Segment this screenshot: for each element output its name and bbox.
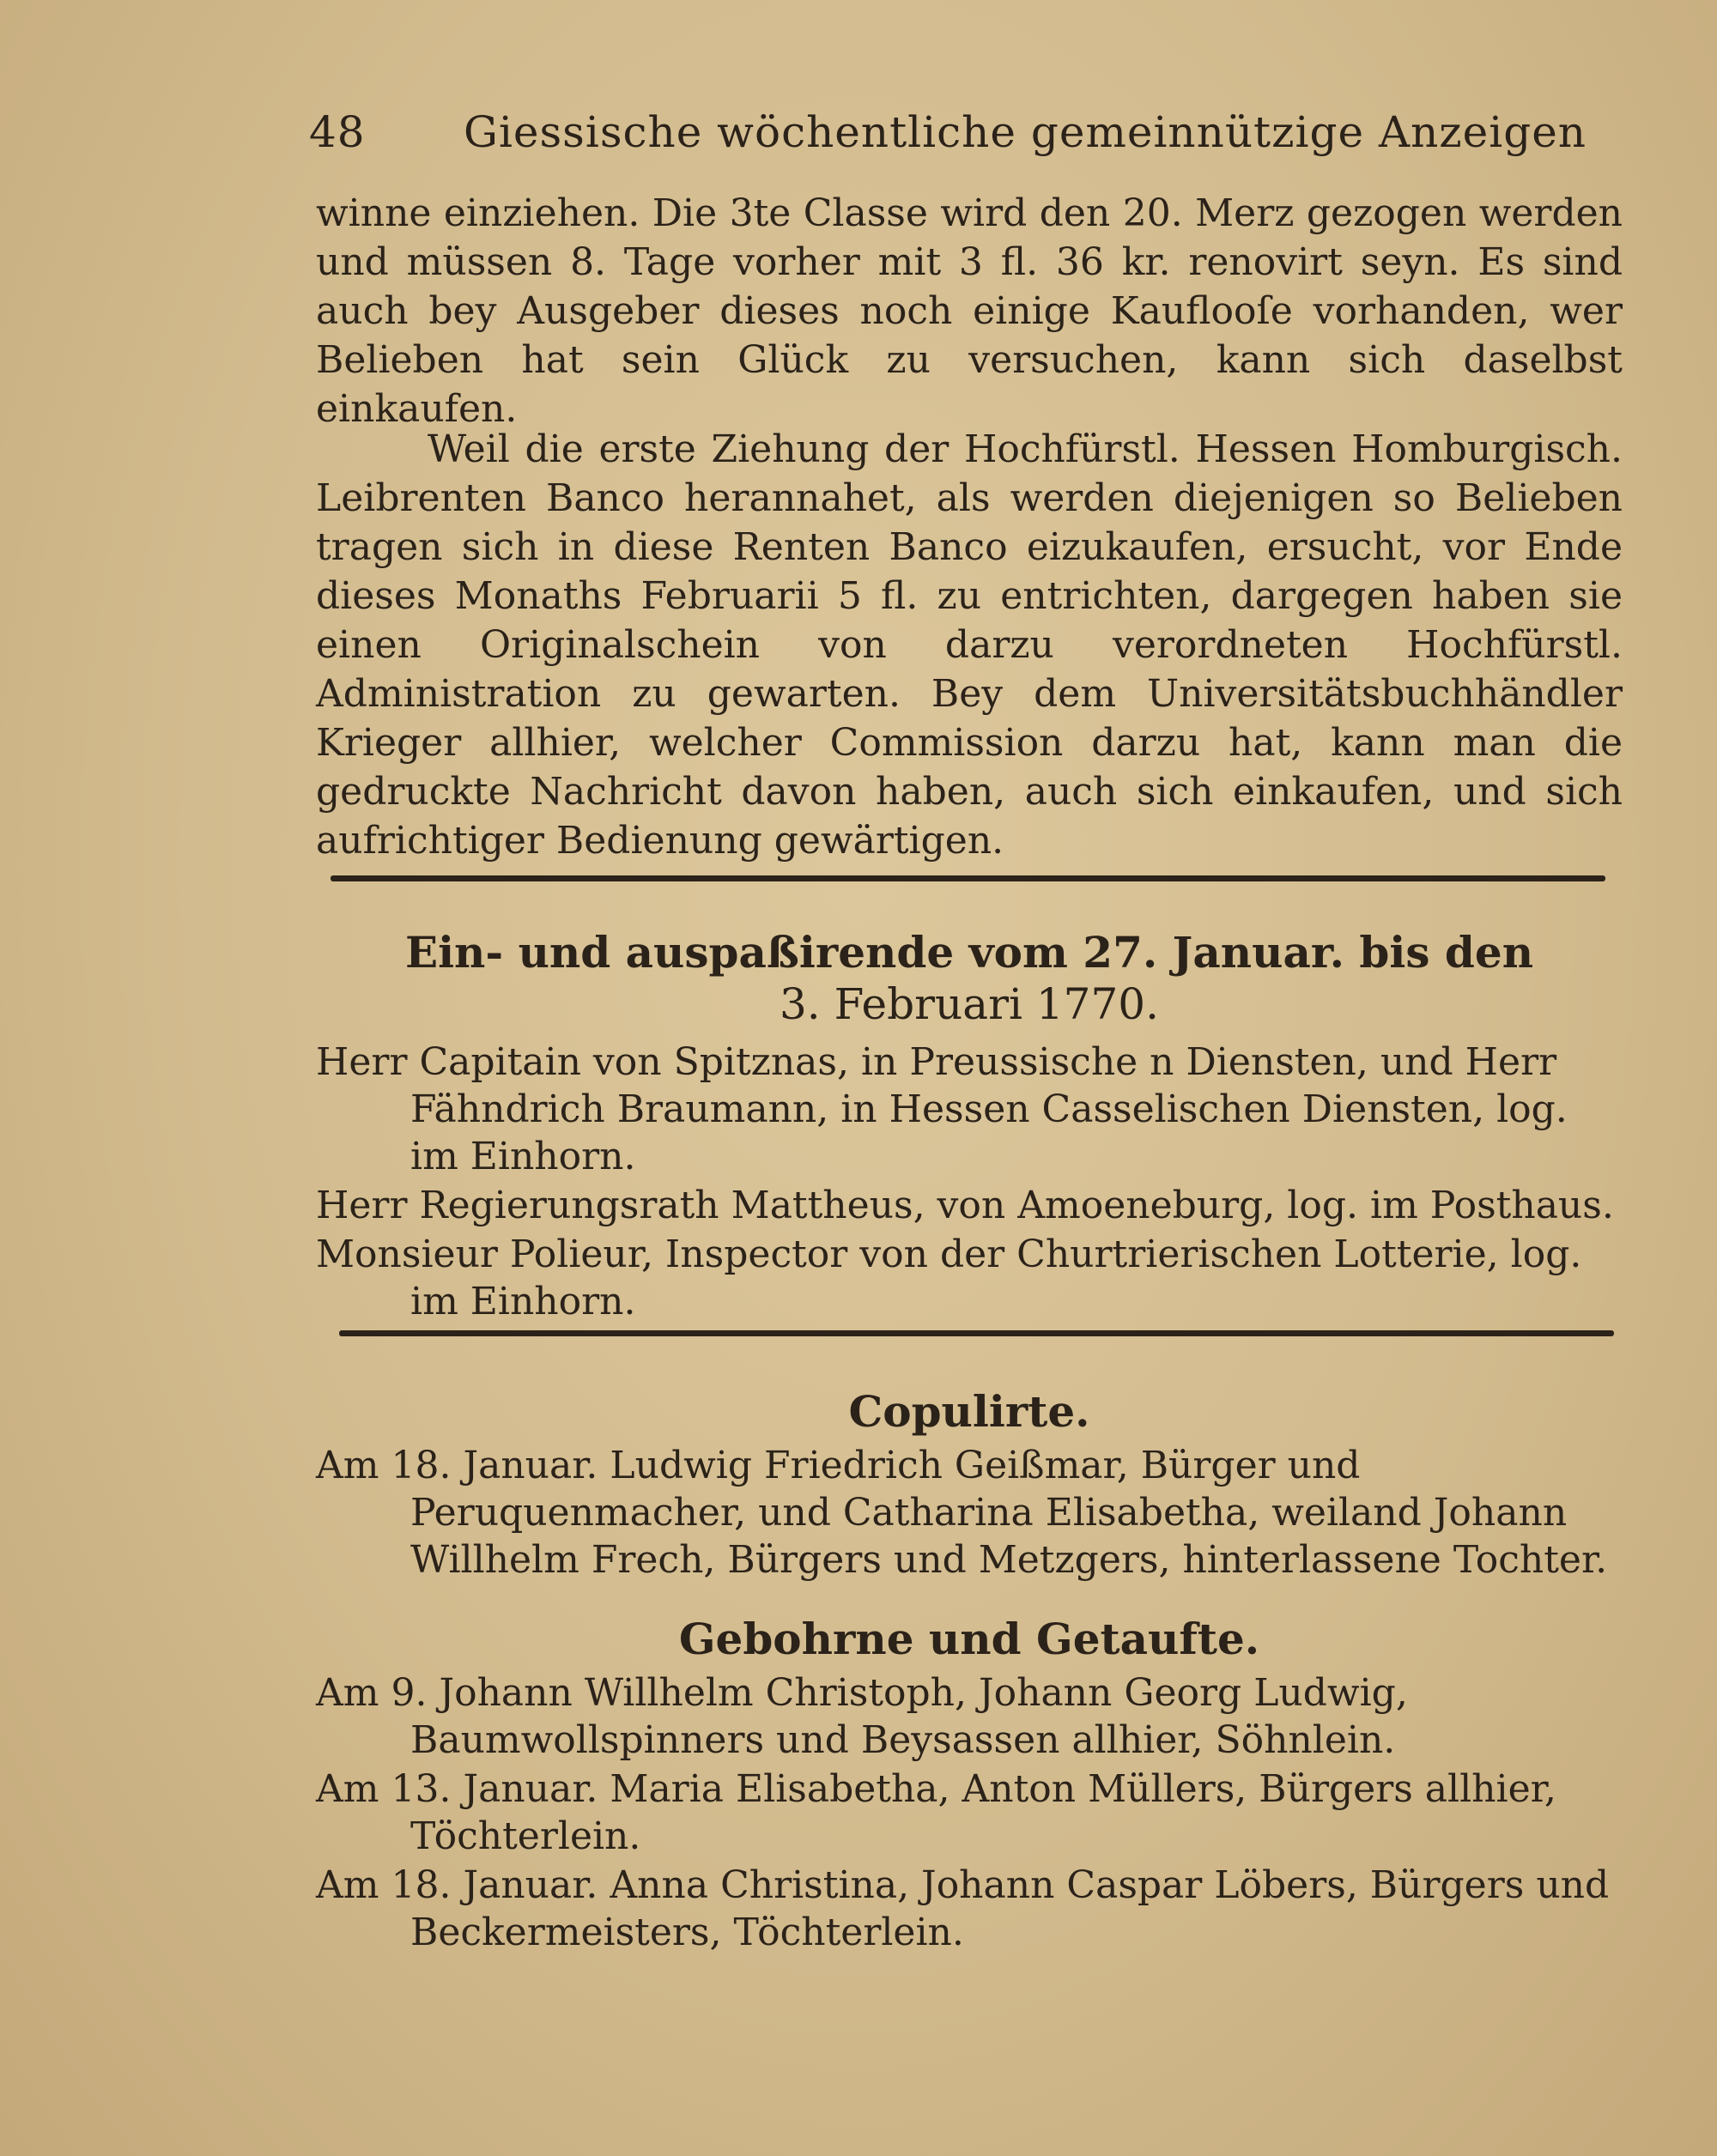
divider-rule: [331, 875, 1605, 881]
list-item: Am 13. Januar. Maria Elisabetha, Anton Müllers, Bürgers allhier, Töchterlein.: [316, 1767, 1556, 1858]
divider-rule: [339, 1330, 1614, 1336]
list-item: Am 18. Januar. Anna Christina, Johann Caspar Löbers, Bürgers und Beckermeisters, Töchterlein.: [316, 1863, 1610, 1954]
list-item: Herr Capitain von Spitznas, in Preussische n Diensten, und Herr Fähndrich Braumann, in Hessen Casselischen Diensten, log. im Einhorn.: [316, 1040, 1568, 1178]
list-item: Monsieur Polieur, Inspector von der Churtrierischen Lotterie, log. im Einhorn.: [316, 1232, 1582, 1323]
publication-title: Giessische wöchentliche gemeinnützige Anzeigen: [464, 107, 1587, 157]
copulirte-list: [316, 1442, 1623, 1585]
list-item: Herr Regierungsrath Mattheus, von Amoeneburg, log. im Posthaus.: [316, 1184, 1614, 1227]
page-header: [309, 107, 1587, 157]
travellers-heading: [316, 927, 1623, 1030]
list-item: Am 9. Johann Willhelm Christoph, Johann Georg Ludwig, Baumwollspinners und Beysassen allhier, Söhnlein.: [316, 1671, 1408, 1762]
travellers-heading-line1: Ein- und auspaßirende vom 27. Januar. bis den: [404, 927, 1534, 978]
travellers-heading-line2: 3. Februari 1770.: [780, 979, 1159, 1029]
paragraph-leibrenten: Weil die erste Ziehung der Hochfürstl. Hessen Homburgisch. Leibrenten Banco herannahet, als werden diejenigen so Belieben tragen sich in diese Renten Banco eizukaufen, ersucht, vor Ende dieses Monaths Februarii 5 fl. zu entrichten, dargegen haben sie einen Originalschein von darzu verordneten Hochfürstl. Administration zu gewarten. Bey dem Universitätsbuchhändler Krieger allhier, welcher Commission darzu hat, kann man die gedruckte Nachricht davon haben, auch sich einkaufen, und sich aufrichtiger Bedienung gewärtigen.: [316, 427, 1623, 863]
travellers-list: [316, 1039, 1623, 1327]
paragraph-lottery: winne einziehen. Die 3te Classe wird den 20. Merz gezogen werden und müssen 8. Tage vorher mit 3 fl. 36 kr. renovirt seyn. Es sind auch bey Ausgeber dieses noch einige Kauflooſe vorhanden, wer Belieben hat sein Glück zu versuchen, kann sich daselbst einkaufen.: [316, 191, 1623, 431]
page-number: 48: [309, 107, 366, 157]
copulirte-heading: Copulirte.: [848, 1386, 1090, 1437]
list-item: Am 18. Januar. Ludwig Friedrich Geißmar, Bürger und Peruquenmacher, und Catharina Elisabetha, weiland Johann Willhelm Frech, Bürgers und Metzgers, hinterlassene Tochter.: [316, 1444, 1608, 1582]
getaufte-list: [316, 1669, 1623, 1958]
getaufte-heading: Gebohrne und Getaufte.: [678, 1614, 1260, 1664]
